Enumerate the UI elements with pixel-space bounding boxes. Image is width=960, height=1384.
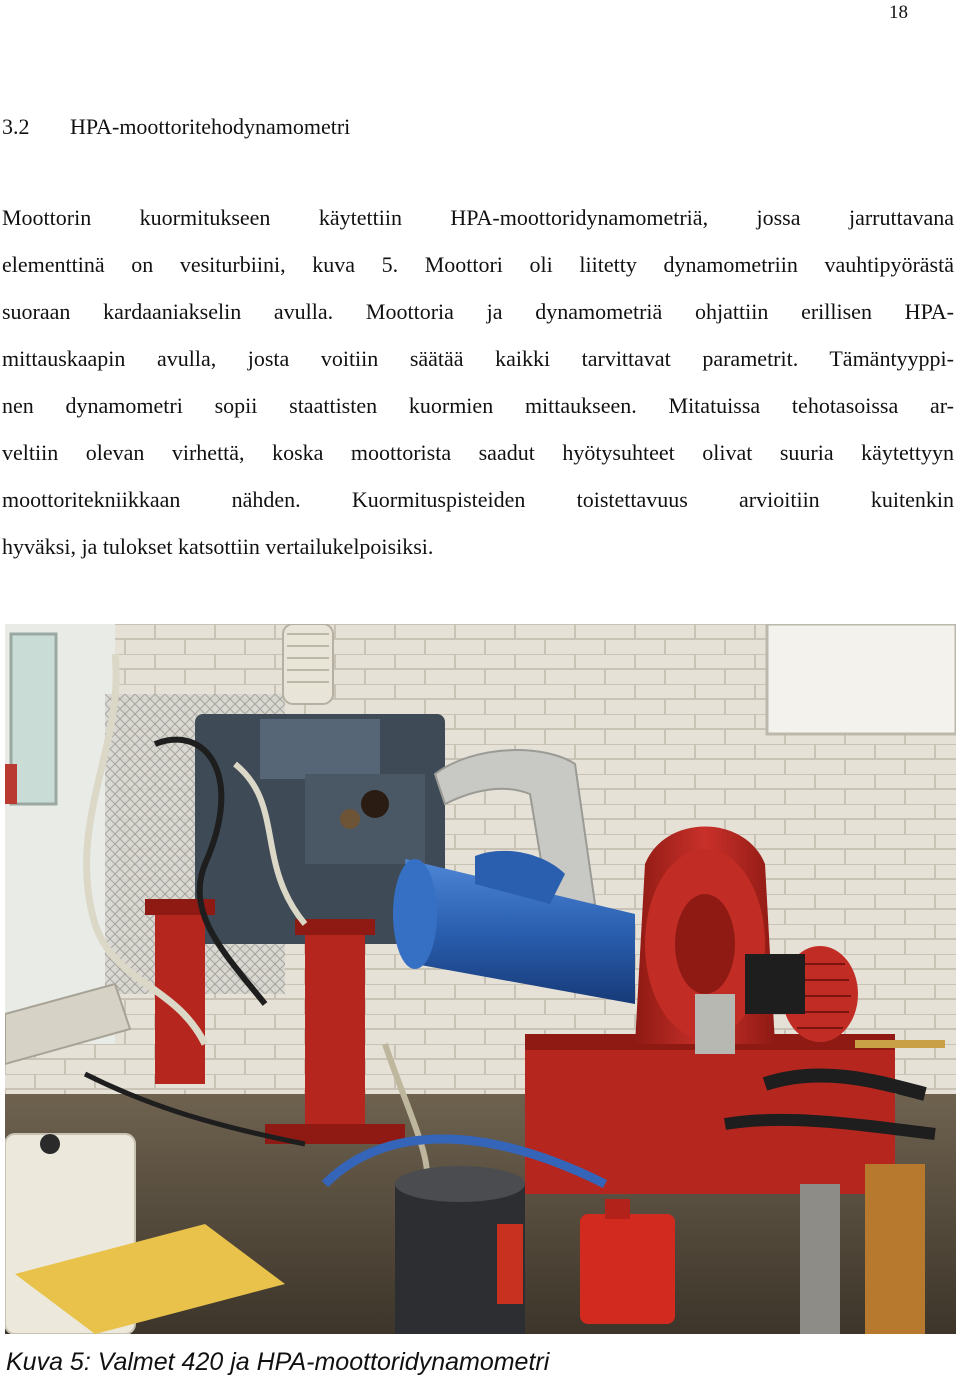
paragraph-line: mittauskaapin avulla, josta voitiin säätää kaikki tarvittavat parametrit. Tämäntyyppi- bbox=[2, 346, 954, 371]
section-heading bbox=[2, 113, 350, 141]
figure-photo bbox=[5, 624, 956, 1334]
section-number: 3.2 bbox=[2, 114, 30, 139]
paragraph-line: suoraan kardaaniakselin avulla. Moottoria ja dynamometriä ohjattiin erillisen HPA- bbox=[2, 299, 954, 324]
engine-dynamometer-illustration bbox=[5, 624, 956, 1334]
page-number: 18 bbox=[889, 2, 908, 23]
paragraph-line: veltiin olevan virhettä, koska moottorista saadut hyötysuhteet olivat suuria käytettyyn bbox=[2, 440, 954, 465]
paragraph-line: nen dynamometri sopii staattisten kuormien mittaukseen. Mitatuissa tehotasoissa ar- bbox=[2, 393, 954, 418]
paragraph-line: hyväksi, ja tulokset katsottiin vertailukelpoisiksi. bbox=[2, 534, 434, 559]
paragraph-line: moottoritekniikkaan nähden. Kuormituspisteiden toistettavuus arvioitiin kuitenkin bbox=[2, 487, 954, 512]
section-title: HPA-moottoritehodynamometri bbox=[70, 114, 351, 139]
paragraph-line: Moottorin kuormitukseen käytettiin HPA-moottoridynamometriä, jossa jarruttavana bbox=[2, 205, 954, 230]
paragraph-line: elementtinä on vesiturbiini, kuva 5. Moottori oli liitetty dynamometriin vauhtipyörästä bbox=[2, 252, 954, 277]
figure-caption: Kuva 5: Valmet 420 ja HPA-moottoridynamometri bbox=[6, 1348, 550, 1376]
body-paragraph bbox=[2, 194, 954, 570]
